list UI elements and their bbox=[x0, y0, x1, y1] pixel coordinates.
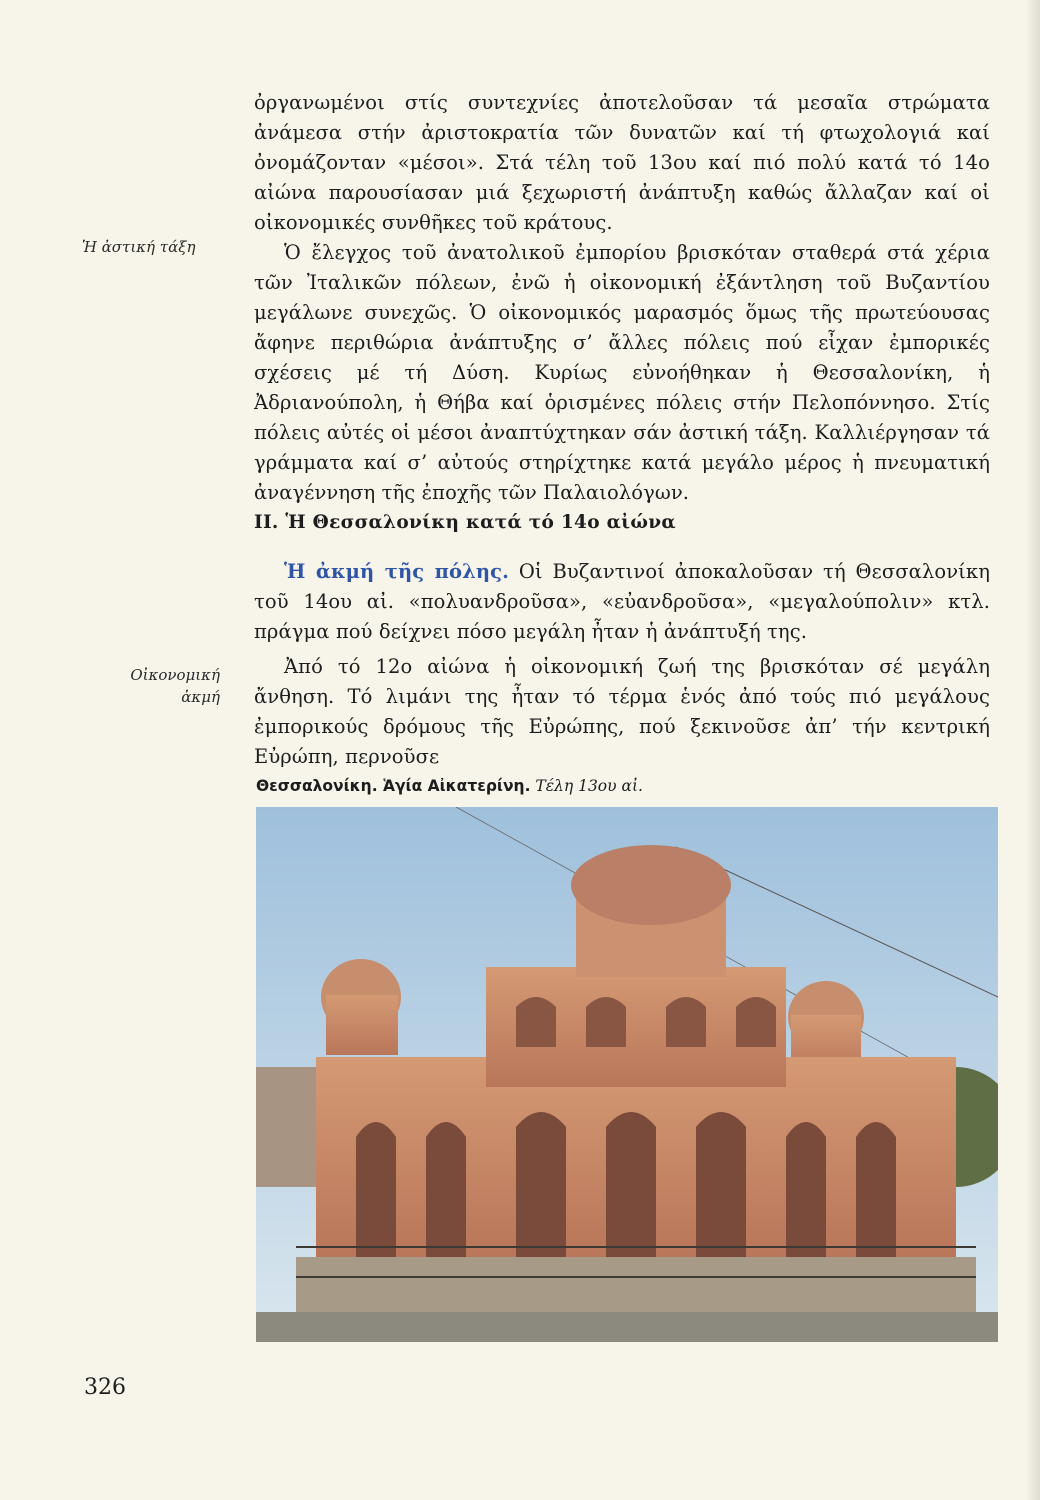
photo-caption bbox=[256, 777, 643, 795]
page-edge-shadow bbox=[1026, 0, 1040, 1500]
run-in-heading: Ἡ ἀκμή τῆς πόλης. bbox=[284, 560, 510, 583]
church-photograph bbox=[256, 807, 998, 1342]
paragraph-eastern-trade: Ὁ ἔλεγχος τοῦ ἀνατολικοῦ ἐμπορίου βρισκόταν σταθερά στά χέρια τῶν Ἰταλικῶν πόλεων, ἐνῶ ἡ οἰκονομική ἐξάντληση τοῦ Βυζαντίου μεγάλωνε συνεχῶς. Ὁ οἰκονομικός μαρασμός ὅμως τῆς πρωτεύουσας ἄφηνε περιθώρια ἀνάπτυξης σ’ ἄλλες πόλεις πού εἶχαν ἐμπορικές σχέσεις μέ τή Δύση. Κυρίως εὐνοήθηκαν ἡ Θεσσαλονίκη, ἡ Ἀδριανούπολη, ἡ Θήβα καί ὁρισμένες πόλεις στήν Πελοπόννησο. Στίς πόλεις αὐτές οἱ μέσοι ἀναπτύχτηκαν σάν ἀστική τάξη. Καλλιέργησαν τά γράμματα καί σ’ αὐτούς στηρίχτηκε κατά μεγάλο μέρος ἡ πνευματική ἀναγέννηση τῆς ἐποχῆς τῶν Παλαιολόγων. bbox=[254, 241, 990, 504]
margin-note-line-1: Οἰκονομική bbox=[130, 666, 220, 684]
margin-note-economic-peak bbox=[40, 664, 220, 708]
paragraph-city-peak bbox=[254, 557, 990, 647]
margin-note-urban-class: Ἡ ἀστική τάξη bbox=[82, 238, 196, 256]
paragraph-middle-strata: ὀργανωμένοι στίς συντεχνίες ἀποτελοῦσαν τά μεσαῖα στρώματα ἀνάμεσα στήν ἀριστοκρατία τῶν δυνατῶν καί τή φτωχολογιά καί ὀνομάζονταν «μέσοι». Στά τέλη τοῦ 13ου καί πιό πολύ κατά τό 14ο αἰώνα παρουσίασαν μιά ξεχωριστή ἀνάπτυξη καθώς ἄλλαζαν καί οἱ οἰκονομικές συνθῆκες τοῦ κράτους. bbox=[254, 91, 990, 234]
church-illustration bbox=[256, 807, 998, 1342]
section-heading: II. Ἡ Θεσσαλονίκη κατά τό 14ο αἰώνα bbox=[254, 512, 676, 533]
caption-place: Θεσσαλονίκη. Ἁγία Αἰκατερίνη. bbox=[256, 777, 531, 795]
page-number: 326 bbox=[84, 1375, 126, 1400]
margin-note-line-2: ἀκμή bbox=[181, 688, 220, 706]
paragraph-city-peak-text: Οἱ Βυζαντινοί ἀποκαλοῦσαν τή Θεσσαλονίκη τοῦ 14ου αἰ. «πολυανδροῦσα», «εὐανδροῦσα», «μεγαλούπολιν» κτλ. πράγμα πού δείχνει πόσο μεγάλη ἦταν ἡ ἀνάπτυξή της. bbox=[254, 560, 990, 643]
caption-date: Τέλη 13ου αἰ. bbox=[535, 777, 643, 795]
paragraph-economic-life: Ἀπό τό 12ο αἰώνα ἡ οἰκονομική ζωή της βρισκόταν σέ μεγάλη ἄνθηση. Τό λιμάνι της ἦταν τό τέρμα ἑνός ἀπό τούς πιό μεγάλους ἐμπορικούς δρόμους τῆς Εὐρώπης, πού ξεκινοῦσε ἀπ’ τήν κεντρική Εὐρώπη, περνοῦσε bbox=[254, 655, 990, 768]
